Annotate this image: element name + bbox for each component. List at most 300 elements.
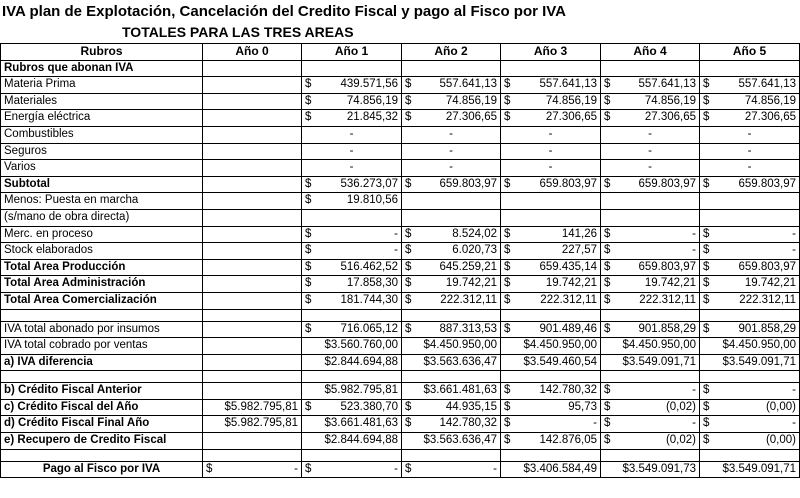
value-cell[interactable] — [601, 176, 700, 193]
value-cell[interactable] — [402, 354, 501, 371]
empty-cell[interactable] — [302, 60, 402, 77]
value-cell[interactable] — [402, 399, 501, 416]
table-row — [1, 226, 800, 243]
cell-value: 19.742,21 — [744, 277, 796, 290]
empty-cell[interactable] — [601, 60, 700, 77]
cell-value: - — [349, 127, 354, 140]
table-row — [1, 433, 800, 450]
row-label[interactable]: Menos: Puesta en marcha — [1, 193, 203, 210]
value-cell[interactable] — [402, 243, 501, 260]
value-cell[interactable] — [601, 276, 700, 293]
cell-value: 27.306,65 — [545, 111, 597, 124]
value-cell[interactable] — [700, 126, 800, 143]
currency-symbol: $ — [504, 227, 511, 240]
empty-cell[interactable] — [203, 354, 302, 371]
cell-value: $4.450.950,00 — [722, 339, 796, 352]
row-label[interactable]: (s/mano de obra directa) — [1, 209, 203, 226]
empty-cell[interactable] — [203, 60, 302, 77]
value-cell[interactable] — [700, 143, 800, 160]
value-cell[interactable] — [700, 399, 800, 416]
value-cell[interactable] — [700, 259, 800, 276]
currency-symbol: $ — [604, 94, 611, 107]
cell-value: $4.450.950,00 — [423, 339, 497, 352]
value-cell[interactable] — [302, 383, 402, 400]
value-cell[interactable] — [203, 461, 302, 478]
value-cell[interactable] — [501, 243, 601, 260]
cell-value: 557.641,13 — [439, 78, 497, 91]
empty-cell[interactable] — [203, 338, 302, 355]
value-cell[interactable] — [501, 321, 601, 338]
cell-value: 142.780,32 — [439, 417, 497, 430]
header-ano-5[interactable]: Año 5 — [700, 44, 800, 61]
value-cell[interactable] — [302, 354, 402, 371]
value-cell[interactable] — [601, 93, 700, 110]
cell-value: - — [792, 227, 796, 240]
cell-value: $2.844.694,88 — [324, 355, 398, 368]
value-cell[interactable] — [302, 338, 402, 355]
cell-value: $5.982.795,81 — [224, 417, 298, 430]
row-label[interactable]: e) Recupero de Credito Fiscal — [1, 433, 203, 450]
currency-symbol: $ — [604, 322, 611, 335]
row-label[interactable]: IVA total abonado por insumos — [1, 321, 203, 338]
currency-symbol: $ — [604, 227, 611, 240]
currency-symbol: $ — [604, 260, 611, 273]
cell-value: 19.742,21 — [545, 277, 597, 290]
currency-symbol: $ — [703, 177, 710, 190]
header-row — [1, 44, 800, 61]
value-cell[interactable] — [302, 126, 402, 143]
cell-value: - — [449, 127, 453, 140]
currency-symbol: $ — [604, 177, 611, 190]
row-label[interactable]: Total Area Comercialización — [1, 292, 203, 309]
empty-cell[interactable] — [601, 449, 700, 461]
empty-cell[interactable] — [203, 292, 302, 309]
value-cell[interactable] — [700, 276, 800, 293]
empty-cell[interactable] — [203, 276, 302, 293]
value-cell[interactable] — [501, 126, 601, 143]
value-cell[interactable] — [601, 160, 700, 177]
row-label[interactable]: a) IVA diferencia — [1, 354, 203, 371]
header-ano-3[interactable]: Año 3 — [501, 44, 601, 61]
table-row — [1, 416, 800, 433]
value-cell[interactable] — [601, 292, 700, 309]
value-cell[interactable] — [402, 259, 501, 276]
cell-value: $3.406.584,49 — [523, 462, 597, 475]
cell-value: 44.935,15 — [445, 400, 497, 413]
value-cell[interactable] — [302, 226, 402, 243]
value-cell[interactable] — [700, 433, 800, 450]
currency-symbol: $ — [504, 78, 511, 91]
value-cell[interactable] — [402, 276, 501, 293]
value-cell[interactable] — [700, 338, 800, 355]
value-cell[interactable] — [402, 416, 501, 433]
cell-value: 222.312,11 — [639, 293, 696, 306]
value-cell[interactable] — [501, 160, 601, 177]
cell-value: 439.571,56 — [340, 78, 398, 91]
currency-symbol: $ — [504, 260, 511, 273]
value-cell[interactable] — [601, 259, 700, 276]
empty-cell[interactable] — [1, 371, 203, 383]
currency-symbol: $ — [504, 400, 511, 413]
cell-value: 27.306,65 — [445, 111, 497, 124]
cell-value: - — [792, 417, 796, 430]
empty-cell[interactable] — [700, 309, 800, 321]
currency-symbol: $ — [305, 244, 312, 257]
value-cell[interactable] — [402, 110, 501, 127]
currency-symbol: $ — [703, 417, 710, 430]
currency-symbol: $ — [703, 400, 710, 413]
currency-symbol: $ — [604, 277, 611, 290]
currency-symbol: $ — [305, 111, 312, 124]
empty-cell[interactable] — [402, 449, 501, 461]
cell-value: 74.856,19 — [346, 94, 398, 107]
empty-cell[interactable] — [501, 60, 601, 77]
value-cell[interactable] — [501, 226, 601, 243]
empty-cell[interactable] — [203, 77, 302, 94]
value-cell[interactable] — [700, 461, 800, 478]
empty-cell[interactable] — [203, 259, 302, 276]
table-row — [1, 176, 800, 193]
cell-value: - — [548, 127, 553, 140]
value-cell[interactable] — [302, 433, 402, 450]
value-cell[interactable] — [601, 143, 700, 160]
cell-value: 141,26 — [561, 227, 597, 240]
row-label[interactable]: Combustibles — [1, 126, 203, 143]
cell-value: 74.856,19 — [545, 94, 597, 107]
currency-symbol: $ — [504, 94, 511, 107]
empty-cell[interactable] — [203, 309, 302, 321]
value-cell[interactable] — [302, 243, 402, 260]
table-row — [1, 461, 800, 478]
cell-value: - — [449, 144, 453, 157]
value-cell[interactable] — [203, 399, 302, 416]
empty-cell[interactable] — [700, 449, 800, 461]
value-cell[interactable] — [302, 160, 402, 177]
cell-value: 222.312,11 — [540, 293, 597, 306]
value-cell[interactable] — [501, 259, 601, 276]
value-cell[interactable] — [402, 292, 501, 309]
value-cell[interactable] — [601, 338, 700, 355]
value-cell[interactable] — [601, 416, 700, 433]
empty-cell[interactable] — [203, 110, 302, 127]
cell-value: $4.450.950,00 — [622, 339, 696, 352]
cell-value: 659.803,97 — [738, 260, 796, 273]
sheet-subtitle: TOTALES PARA LAS TRES AREAS — [122, 24, 354, 40]
value-cell[interactable] — [501, 433, 601, 450]
empty-cell[interactable] — [203, 93, 302, 110]
row-label[interactable]: Total Area Producción — [1, 259, 203, 276]
empty-cell[interactable] — [402, 371, 501, 383]
empty-cell[interactable] — [203, 143, 302, 160]
table-row — [1, 276, 800, 293]
value-cell[interactable] — [700, 77, 800, 94]
value-cell[interactable] — [601, 110, 700, 127]
empty-cell[interactable] — [601, 193, 700, 210]
value-cell[interactable] — [501, 292, 601, 309]
empty-cell[interactable] — [203, 371, 302, 383]
currency-symbol: $ — [504, 434, 511, 447]
empty-cell[interactable] — [402, 193, 501, 210]
value-cell[interactable] — [402, 433, 501, 450]
cell-value: - — [747, 144, 752, 157]
cell-value: - — [692, 417, 696, 430]
empty-cell[interactable] — [302, 371, 402, 383]
currency-symbol: $ — [405, 277, 412, 290]
currency-symbol: $ — [405, 244, 412, 257]
value-cell[interactable] — [601, 243, 700, 260]
value-cell[interactable] — [302, 143, 402, 160]
currency-symbol: $ — [305, 322, 312, 335]
value-cell[interactable] — [601, 399, 700, 416]
value-cell[interactable] — [302, 399, 402, 416]
header-ano-4[interactable]: Año 4 — [601, 44, 700, 61]
currency-symbol: $ — [405, 177, 412, 190]
value-cell[interactable] — [402, 93, 501, 110]
value-cell[interactable] — [700, 383, 800, 400]
empty-cell[interactable] — [501, 449, 601, 461]
cell-value: - — [493, 462, 497, 475]
row-label[interactable]: Total Area Administración — [1, 276, 203, 293]
value-cell[interactable] — [601, 433, 700, 450]
empty-cell[interactable] — [203, 176, 302, 193]
value-cell[interactable] — [601, 321, 700, 338]
currency-symbol: $ — [405, 322, 412, 335]
value-cell[interactable] — [501, 276, 601, 293]
empty-cell[interactable] — [501, 193, 601, 210]
row-label[interactable]: c) Crédito Fiscal del Año — [1, 399, 203, 416]
empty-cell[interactable] — [203, 209, 302, 226]
value-cell[interactable] — [501, 399, 601, 416]
cell-value: 659.435,14 — [539, 260, 597, 273]
value-cell[interactable] — [302, 292, 402, 309]
cell-value: - — [593, 417, 597, 430]
cell-value: - — [394, 462, 398, 475]
value-cell[interactable] — [700, 243, 800, 260]
row-label[interactable]: Energía eléctrica — [1, 110, 203, 127]
value-cell[interactable] — [402, 176, 501, 193]
empty-cell[interactable] — [501, 371, 601, 383]
row-label[interactable]: d) Crédito Fiscal Final Año — [1, 416, 203, 433]
currency-symbol: $ — [305, 78, 312, 91]
cell-value: $3.549.091,73 — [622, 462, 696, 475]
cell-value: 557.641,13 — [539, 78, 597, 91]
empty-cell[interactable] — [1, 309, 203, 321]
currency-symbol: $ — [604, 400, 611, 413]
value-cell[interactable] — [700, 321, 800, 338]
currency-symbol: $ — [504, 177, 511, 190]
empty-cell[interactable] — [203, 433, 302, 450]
cell-value: $3.661.481,63 — [324, 417, 398, 430]
cell-value: 901.858,29 — [738, 322, 796, 335]
empty-cell[interactable] — [601, 371, 700, 383]
row-label[interactable]: Merc. en proceso — [1, 226, 203, 243]
value-cell[interactable] — [501, 143, 601, 160]
value-cell[interactable] — [302, 193, 402, 210]
value-cell[interactable] — [700, 226, 800, 243]
value-cell[interactable] — [501, 461, 601, 478]
value-cell[interactable] — [700, 110, 800, 127]
value-cell[interactable] — [302, 77, 402, 94]
currency-symbol: $ — [604, 244, 611, 257]
currency-symbol: $ — [405, 260, 412, 273]
header-ano-2[interactable]: Año 2 — [402, 44, 501, 61]
value-cell[interactable] — [700, 416, 800, 433]
empty-cell[interactable] — [700, 193, 800, 210]
value-cell[interactable] — [402, 338, 501, 355]
cell-value: 523.380,70 — [340, 400, 398, 413]
empty-cell[interactable] — [402, 60, 501, 77]
value-cell[interactable] — [402, 160, 501, 177]
empty-cell[interactable] — [402, 309, 501, 321]
value-cell[interactable] — [302, 110, 402, 127]
row-label[interactable]: Rubros que abonan IVA — [1, 60, 203, 77]
table-row — [1, 160, 800, 177]
cell-value: 74.856,19 — [744, 94, 796, 107]
currency-symbol: $ — [604, 417, 611, 430]
value-cell[interactable] — [601, 226, 700, 243]
cell-value: - — [648, 161, 652, 174]
empty-cell[interactable] — [203, 383, 302, 400]
currency-symbol: $ — [305, 177, 312, 190]
empty-cell[interactable] — [203, 193, 302, 210]
cell-value: 95,73 — [568, 400, 597, 413]
empty-cell[interactable] — [601, 309, 700, 321]
currency-symbol: $ — [206, 462, 213, 475]
empty-cell[interactable] — [700, 209, 800, 226]
cell-value: 27.306,65 — [644, 111, 696, 124]
currency-symbol: $ — [504, 293, 511, 306]
value-cell[interactable] — [302, 461, 402, 478]
empty-cell[interactable] — [203, 160, 302, 177]
empty-cell[interactable] — [501, 209, 601, 226]
row-label[interactable]: Stock elaborados — [1, 243, 203, 260]
value-cell[interactable] — [501, 338, 601, 355]
cell-value: 19.742,21 — [445, 277, 497, 290]
value-cell[interactable] — [501, 176, 601, 193]
currency-symbol: $ — [504, 111, 511, 124]
empty-cell[interactable] — [302, 309, 402, 321]
row-label[interactable]: b) Crédito Fiscal Anterior — [1, 383, 203, 400]
row-label[interactable]: Materia Prima — [1, 77, 203, 94]
empty-cell[interactable] — [302, 449, 402, 461]
value-cell[interactable] — [302, 93, 402, 110]
empty-cell[interactable] — [203, 321, 302, 338]
row-label[interactable]: Materiales — [1, 93, 203, 110]
cell-value: $4.450.950,00 — [523, 339, 597, 352]
header-ano-1[interactable]: Año 1 — [302, 44, 402, 61]
cell-value: $3.560.760,00 — [324, 339, 398, 352]
currency-symbol: $ — [504, 417, 511, 430]
value-cell[interactable] — [302, 176, 402, 193]
iva-table — [0, 43, 800, 478]
value-cell[interactable] — [402, 321, 501, 338]
value-cell[interactable] — [601, 354, 700, 371]
value-cell[interactable] — [700, 93, 800, 110]
value-cell[interactable] — [501, 416, 601, 433]
cell-value: - — [449, 161, 453, 174]
row-label[interactable]: IVA total cobrado por ventas — [1, 338, 203, 355]
table-row — [1, 449, 800, 461]
cell-value: - — [349, 144, 354, 157]
cell-value: - — [548, 161, 553, 174]
value-cell[interactable] — [302, 416, 402, 433]
row-label[interactable]: Seguros — [1, 143, 203, 160]
value-cell[interactable] — [601, 383, 700, 400]
empty-cell[interactable] — [1, 449, 203, 461]
cell-value: 659.803,97 — [638, 260, 696, 273]
row-label[interactable]: Varios — [1, 160, 203, 177]
value-cell[interactable] — [302, 259, 402, 276]
cell-value: $5.982.795,81 — [224, 400, 298, 413]
currency-symbol: $ — [703, 227, 710, 240]
currency-symbol: $ — [703, 384, 710, 397]
empty-cell[interactable] — [501, 309, 601, 321]
empty-cell[interactable] — [700, 60, 800, 77]
cell-value: $3.549.091,71 — [722, 355, 796, 368]
value-cell[interactable] — [700, 354, 800, 371]
value-cell[interactable] — [501, 354, 601, 371]
empty-cell[interactable] — [601, 209, 700, 226]
value-cell[interactable] — [402, 383, 501, 400]
value-cell[interactable] — [203, 416, 302, 433]
empty-cell[interactable] — [302, 209, 402, 226]
cell-value: $3.549.091,71 — [722, 462, 796, 475]
cell-value: 516.462,52 — [340, 260, 398, 273]
empty-cell[interactable] — [203, 126, 302, 143]
header-ano-0[interactable]: Año 0 — [203, 44, 302, 61]
value-cell[interactable] — [302, 276, 402, 293]
value-cell[interactable] — [501, 93, 601, 110]
empty-cell[interactable] — [203, 449, 302, 461]
value-cell[interactable] — [501, 383, 601, 400]
value-cell[interactable] — [402, 461, 501, 478]
value-cell[interactable] — [501, 110, 601, 127]
value-cell[interactable] — [402, 126, 501, 143]
value-cell[interactable] — [700, 292, 800, 309]
value-cell[interactable] — [700, 160, 800, 177]
empty-cell[interactable] — [203, 226, 302, 243]
currency-symbol: $ — [703, 244, 710, 257]
currency-symbol: $ — [703, 94, 710, 107]
row-label[interactable]: Pago al Fisco por IVA — [1, 461, 203, 478]
cell-value: 19.742,21 — [644, 277, 696, 290]
table-row — [1, 126, 800, 143]
value-cell[interactable] — [302, 321, 402, 338]
table-row — [1, 309, 800, 321]
value-cell[interactable] — [402, 143, 501, 160]
empty-cell[interactable] — [402, 209, 501, 226]
empty-cell[interactable] — [203, 243, 302, 260]
value-cell[interactable] — [601, 77, 700, 94]
cell-value: - — [394, 227, 398, 240]
value-cell[interactable] — [402, 226, 501, 243]
currency-symbol: $ — [604, 111, 611, 124]
value-cell[interactable] — [700, 176, 800, 193]
value-cell[interactable] — [601, 126, 700, 143]
currency-symbol: $ — [703, 260, 710, 273]
table-row — [1, 354, 800, 371]
value-cell[interactable] — [601, 461, 700, 478]
cell-value: - — [294, 462, 298, 475]
value-cell[interactable] — [402, 77, 501, 94]
header-rubros[interactable]: Rubros — [1, 44, 203, 61]
currency-symbol: $ — [305, 293, 312, 306]
value-cell[interactable] — [501, 77, 601, 94]
empty-cell[interactable] — [700, 371, 800, 383]
cell-value: 6.020,73 — [452, 244, 497, 257]
currency-symbol: $ — [604, 78, 611, 91]
row-label[interactable]: Subtotal — [1, 176, 203, 193]
